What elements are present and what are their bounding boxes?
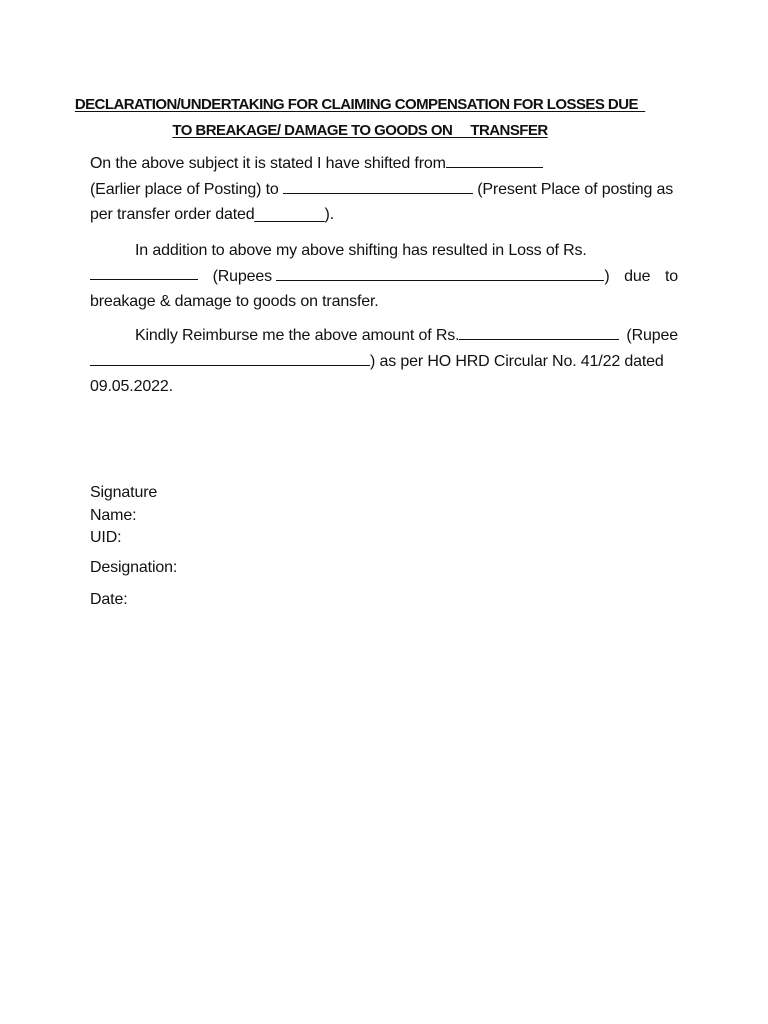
signature-label: Signature (90, 484, 158, 501)
title-line-2: TO BREAKAGE/ DAMAGE TO GOODS ON TRANSFER (172, 122, 548, 139)
para3-text-2: (Rupee (626, 327, 678, 344)
para2-text-2: (Rupees (212, 267, 277, 285)
paragraph-loss-details (90, 238, 678, 315)
reimburse-amount-blank[interactable] (459, 324, 619, 340)
para2-text-6: breakage & damage to goods on transfer. (90, 293, 379, 310)
loss-amount-blank[interactable] (90, 264, 198, 280)
date-label: Date: (90, 591, 128, 608)
para3-text-4: 09.05.2022. (90, 378, 173, 395)
para1-text-2: (Earlier place of Posting) to (90, 180, 283, 198)
para1-text-1: On the above subject it is stated I have shifted from (90, 155, 446, 172)
loss-rupees-words-blank[interactable] (276, 265, 604, 281)
para1-text-3: (Present Place of posting as (472, 180, 674, 198)
signature-block (90, 482, 157, 550)
paragraph-reimbursement (90, 323, 678, 400)
para1-text-4: per transfer order dated________). (90, 206, 334, 223)
paragraph-shifting-details (90, 151, 678, 228)
reimburse-rupees-words-blank[interactable] (90, 350, 370, 366)
document-title (60, 92, 660, 144)
para2-text-5: to (664, 267, 678, 285)
designation-label: Designation: (90, 559, 178, 576)
name-label: Name: (90, 506, 137, 524)
present-place-blank[interactable] (283, 178, 473, 194)
para2-text-3: ) (604, 267, 610, 285)
para2-text-1: In addition to above my above shifting has resulted in Loss of Rs. (135, 242, 587, 259)
para2-text-4: due (624, 267, 651, 285)
title-line-1: DECLARATION/UNDERTAKING FOR CLAIMING COMPENSATION FOR LOSSES DUE (74, 96, 646, 113)
earlier-place-blank[interactable] (446, 152, 543, 168)
para3-text-3: ) as per HO HRD Circular No. 41/22 dated (370, 352, 664, 370)
para3-text-1: Kindly Reimburse me the above amount of Rs. (135, 327, 460, 344)
uid-label: UID: (90, 529, 122, 546)
